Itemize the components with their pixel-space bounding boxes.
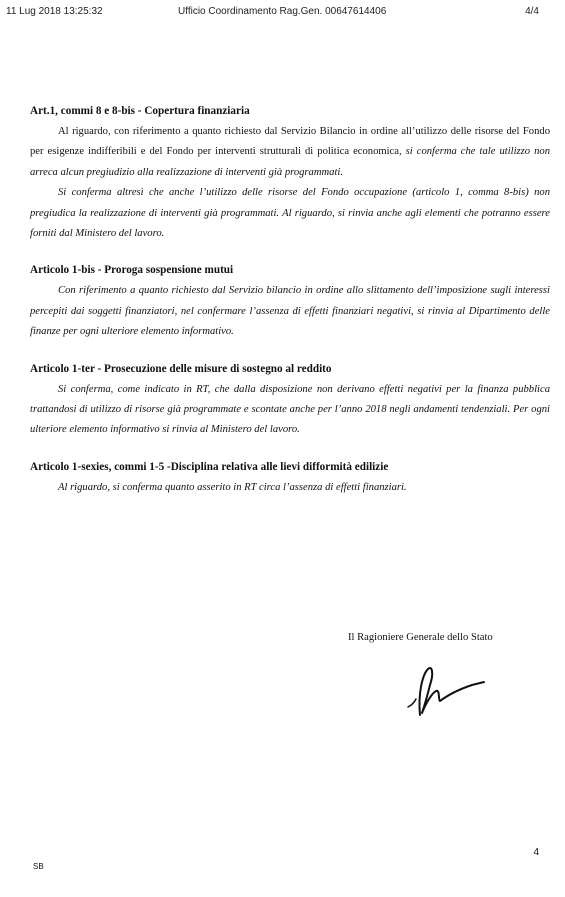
fax-page-count: 4/4 [525, 6, 539, 17]
fax-sender: Ufficio Coordinamento Rag.Gen. 00647614406 [178, 6, 387, 17]
section-art1-ter [30, 361, 550, 441]
paragraph-italic-text: Si conferma altresì che anche l’utilizzo delle risorse del Fondo occupazione (articolo 1, comma 8-bis) non pregiudica la realizzazione di interventi già programmati. Al riguardo, si rinvia anche agli elementi che potranno essere forniti dal Ministero del lavoro. [30, 187, 550, 240]
fax-header [6, 6, 539, 20]
paragraph-italic-text: si conferma che tale utilizzo non arreca alcun pregiudizio alla realizzazione di interventi già programmati. [30, 146, 550, 178]
paragraph [30, 478, 550, 498]
paragraph-italic-text: Al riguardo, si conferma quanto asserito in RT circa l’assenza di effetti finanziari. [58, 481, 407, 493]
section-title: Art.1, commi 8 e 8-bis - Copertura finanziaria [30, 105, 250, 117]
handwritten-signature [400, 655, 500, 725]
section-art1-bis [30, 262, 550, 342]
section-art1 [30, 103, 550, 244]
section-art1-sexies [30, 459, 550, 498]
page-number: 4 [533, 847, 539, 858]
paragraph [30, 281, 550, 342]
section-title: Articolo 1-ter - Prosecuzione delle misure di sostegno al reddito [30, 362, 332, 375]
paragraph-text: Al riguardo, con riferimento a quanto richiesto dal Servizio Bilancio in ordine all’utilizzo delle risorse del Fondo per esigenze indifferibili e del Fondo per interventi strutturali di politica economica, [30, 126, 550, 158]
section-title: Articolo 1-bis - Proroga sospensione mutui [30, 264, 234, 277]
paragraph [30, 183, 550, 244]
paragraph [30, 380, 550, 441]
paragraph [30, 122, 550, 183]
fax-datetime: 11 Lug 2018 13:25:32 [6, 6, 103, 17]
section-title: Articolo 1-sexies, commi 1-5 -Disciplina relativa alle lievi difformità edilizie [30, 460, 389, 473]
document-body [30, 103, 550, 498]
paragraph-italic-text: Con riferimento a quanto richiesto dal Servizio bilancio in ordine allo slittamento dell’imposizione sugli interessi percepiti dai soggetti finanziatori, nel confermare l’assenza di effetti finanziari negativi, si rinvia al Dipartimento delle finanze per ogni ulteriore elemento informativo. [30, 285, 550, 338]
signature-title: Il Ragioniere Generale dello Stato [348, 632, 493, 643]
footer-initials: SB [33, 862, 44, 871]
paragraph-italic-text: Si conferma, come indicato in RT, che dalla disposizione non derivano effetti negativi per la finanza pubblica trattandosi di utilizzo di risorse già programmate e scontate anche per l’anno 2018 negli andamenti tendenziali. Per ogni ulteriore elemento informativo si rinvia al Ministero del lavoro. [30, 383, 550, 436]
